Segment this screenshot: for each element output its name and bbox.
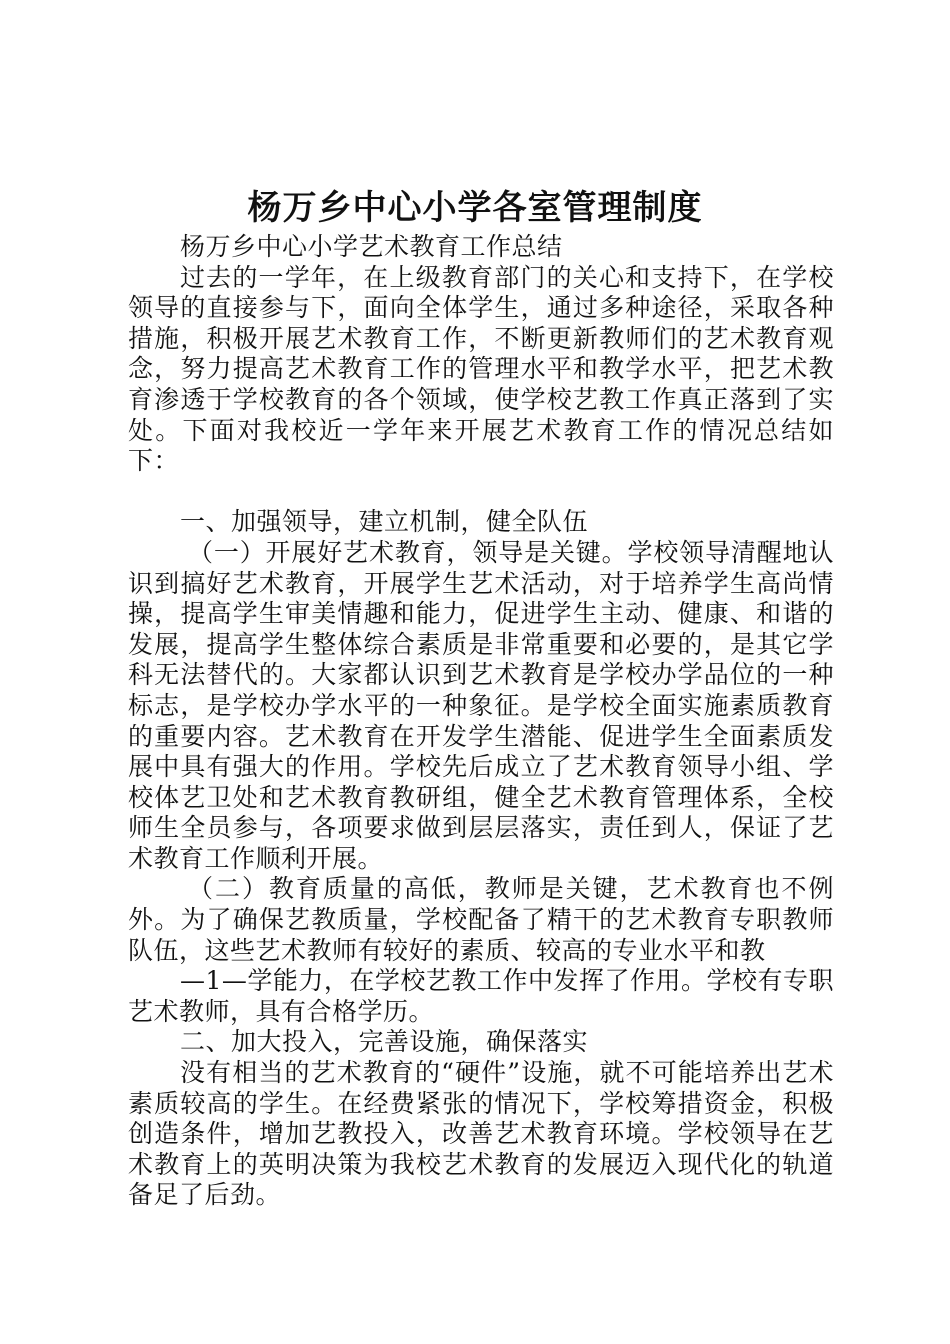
section-heading-2: 二、加大投入，完善设施，确保落实 [180, 1027, 589, 1057]
body-paragraph-1: （一）开展好艺术教育，领导是关键。学校领导清醒地认识到搞好艺术教育，开展学生艺术活动，对于培养学生高尚情操，提高学生审美情趣和能力，促进学生主动、健康、和谐的发展，提高学生整体综合素质是非常重要和必要的，是其它学科无法替代的。大家都认识到艺术教育是学校办学品位的一种标志，是学校办学水平的一种象征。是学校全面实施素质教育的重要内容。艺术教育在开发学生潜能、促进学生全面素质发展中具有强大的作用。学校先后成立了艺术教育领导小组、学校体艺卫处和艺术教育教研组，健全艺术教育管理体系，全校师生全员参与，各项要求做到层层落实，责任到人，保证了艺术教育工作顺利开展。 [128, 537, 834, 873]
body-paragraph-2: （二）教育质量的高低，教师是关键，艺术教育也不例外。为了确保艺教质量，学校配备了精干的艺术教育专职教师队伍，这些艺术教师有较好的素质、较高的专业水平和教 [128, 874, 834, 965]
section-heading-1: 一、加强领导，建立机制，健全队伍 [180, 507, 589, 537]
body-paragraph-4: 没有相当的艺术教育的“硬件”设施，就不可能培养出艺术素质较高的学生。在经费紧张的情况下，学校筹措资金，积极创造条件，增加艺教投入，改善艺术教育环境。学校领导在艺术教育上的英明决策为我校艺术教育的发展迈入现代化的轨道备足了后劲。 [128, 1058, 834, 1210]
subtitle-paragraph: 杨万乡中心小学艺术教育工作总结 [180, 232, 563, 261]
body-paragraph-3: —1—学能力，在学校艺教工作中发挥了作用。学校有专职艺术教师，具有合格学历。 [128, 966, 834, 1026]
document-body [128, 232, 834, 1211]
intro-paragraph: 过去的一学年，在上级教育部门的关心和支持下，在学校领导的直接参与下，面向全体学生，通过多种途径，采取各种措施，积极开展艺术教育工作，不断更新教师们的艺术教育观念，努力提高艺术教育工作的管理水平和教学水平，把艺术教育渗透于学校教育的各个领域，使学校艺教工作真正落到了实处。下面对我校近一学年来开展艺术教育工作的情况总结如下： [128, 262, 834, 476]
document-title: 杨万乡中心小学各室管理制度 [247, 188, 703, 228]
paragraph-gap [128, 477, 834, 508]
